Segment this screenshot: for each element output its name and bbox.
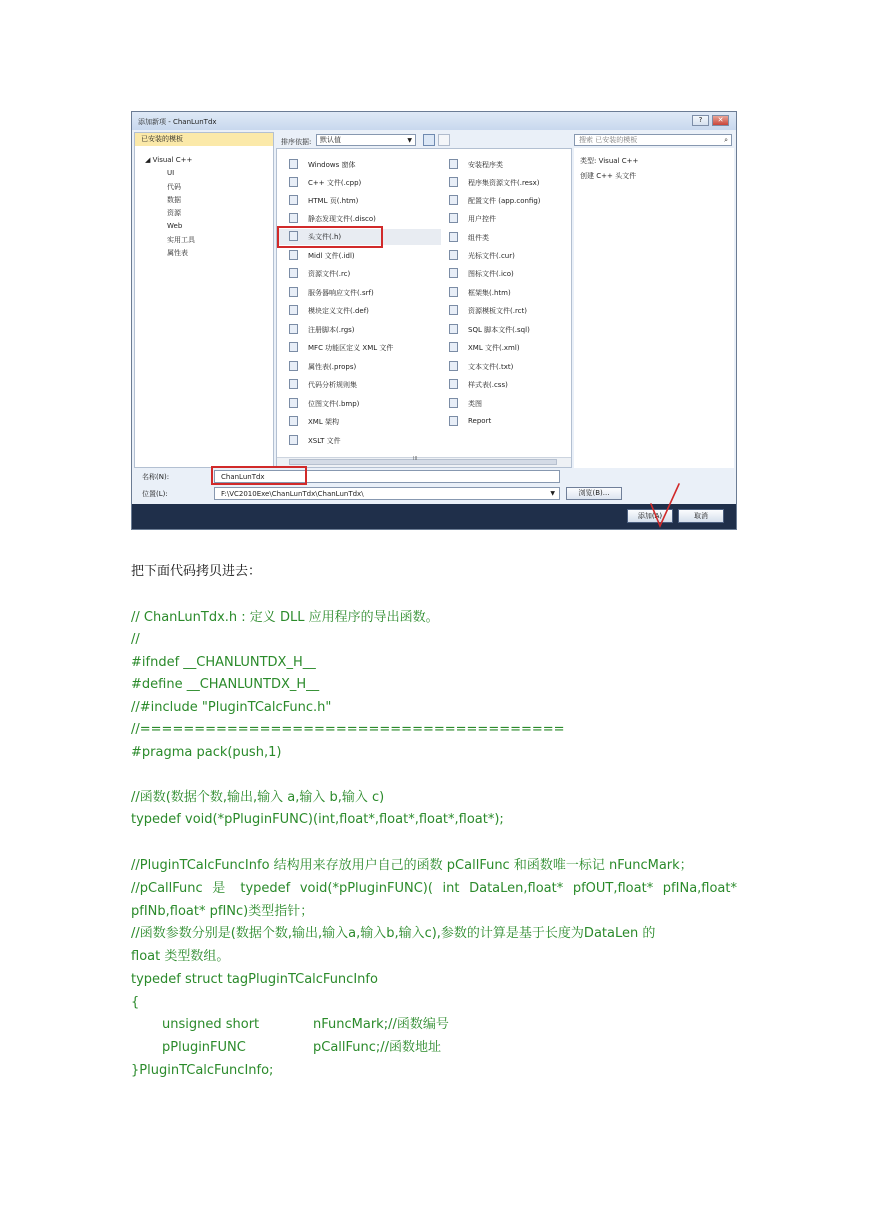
browse-button[interactable]: 浏览(B)... <box>566 487 622 500</box>
code-line: }PluginTCalcFuncInfo; <box>131 1063 274 1078</box>
installed-templates-pane <box>134 132 274 468</box>
template-icon <box>289 268 298 278</box>
template-icon <box>449 398 458 408</box>
template-icon <box>449 416 458 426</box>
template-icon <box>289 250 298 260</box>
sort-label: 排序依据: <box>281 138 312 146</box>
code-line: typedef struct tagPluginTCalcFuncInfo <box>131 972 378 987</box>
template-icon <box>449 177 458 187</box>
type-label: 类型: Visual C++ <box>580 157 639 165</box>
template-icon <box>449 324 458 334</box>
code-line: pfINb,float* pfINc)类型指针； <box>131 904 314 919</box>
template-icon <box>449 287 458 297</box>
tree-item-property-sheet[interactable]: 属性表 <box>167 249 188 257</box>
template-icon <box>449 232 458 242</box>
template-icon <box>289 177 298 187</box>
template-icon <box>289 305 298 315</box>
template-icon <box>289 342 298 352</box>
code-line: #ifndef __CHANLUNTDX_H__ <box>131 655 316 670</box>
template-icon <box>289 324 298 334</box>
template-details-pane <box>574 148 734 468</box>
template-icon <box>449 159 458 169</box>
location-select[interactable]: F:\VC2010Exe\ChanLunTdx\ChanLunTdx\ ▼ <box>214 487 560 500</box>
template-icon <box>449 195 458 205</box>
template-icon <box>289 416 298 426</box>
add-button[interactable]: 添加(A) <box>627 509 673 523</box>
template-item-selected[interactable]: 头文件(.h) <box>279 229 441 245</box>
template-icon <box>449 305 458 315</box>
code-line: #pragma pack(push,1) <box>131 745 282 760</box>
code-line: //函数(数据个数,输出,输入 a,输入 b,输入 c) <box>131 790 385 805</box>
code-line: //函数参数分别是(数据个数,输出,输入a,输入b,输入c),参数的计算是基于长度为DataLen 的 <box>131 926 656 941</box>
code-line-type: unsigned short <box>162 1017 260 1032</box>
dialog-titlebar <box>132 112 736 130</box>
scrollbar-thumb[interactable] <box>289 459 557 465</box>
template-icon <box>289 435 298 445</box>
code-line-type: pPluginFUNC <box>162 1040 246 1055</box>
code-line: //pCallFunc 是 typedef void(*pPluginFUNC)( int DataLen,float* pfOUT,float* pfINa,float* <box>131 881 737 896</box>
tree-item-resource[interactable]: 资源 <box>167 209 181 217</box>
sort-bar <box>278 134 568 148</box>
code-line: // <box>131 632 140 647</box>
checkmark-annotation-icon <box>647 482 697 530</box>
close-button[interactable]: ✕ <box>712 115 729 126</box>
template-icon <box>289 287 298 297</box>
location-label: 位置(L): <box>142 490 168 498</box>
name-label: 名称(N): <box>142 473 170 481</box>
template-icon <box>289 159 298 169</box>
code-line: //PluginTCalcFuncInfo 结构用来存放用户自己的函数 pCallFunc 和函数唯一标记 nFuncMark； <box>131 858 693 873</box>
highlight-box-header-file <box>277 226 383 248</box>
instruction-text: 把下面代码拷贝进去： <box>131 564 262 579</box>
template-icon <box>449 213 458 223</box>
code-line: //#include "PluginTCalcFunc.h" <box>131 700 332 715</box>
code-line: float 类型数组。 <box>131 949 230 964</box>
code-line: typedef void(*pPluginFUNC)(int,float*,float*,float*,float*); <box>131 812 504 827</box>
dialog-footer <box>132 504 736 530</box>
template-icon <box>289 213 298 223</box>
chevron-down-icon: ▼ <box>407 137 412 144</box>
template-icon <box>449 250 458 260</box>
help-button[interactable]: ? <box>692 115 709 126</box>
code-line: //======================================= <box>131 722 565 737</box>
grid-view-icon[interactable] <box>438 134 450 146</box>
template-icon <box>449 361 458 371</box>
chevron-down-icon: ▼ <box>550 490 555 497</box>
list-view-icon[interactable] <box>423 134 435 146</box>
name-input[interactable]: ChanLunTdx <box>214 470 560 483</box>
cancel-button[interactable]: 取消 <box>678 509 724 523</box>
installed-templates-header[interactable]: 已安装的模板 <box>135 133 273 146</box>
highlight-box-name <box>211 466 307 485</box>
sort-value: 默认值 <box>320 136 341 144</box>
code-line: // ChanLunTdx.h : 定义 DLL 应用程序的导出函数。 <box>131 610 439 625</box>
tree-item-web[interactable]: Web <box>167 222 183 230</box>
tree-item-ui[interactable]: UI <box>167 169 175 177</box>
code-line-field: pCallFunc;//函数地址 <box>313 1040 442 1055</box>
template-icon <box>449 268 458 278</box>
code-line-field: nFuncMark;//函数编号 <box>313 1017 449 1032</box>
tree-item-visual-cpp[interactable]: ◢ Visual C++ <box>145 156 193 164</box>
tree-item-utility[interactable]: 实用工具 <box>167 236 195 244</box>
code-line: #define __CHANLUNTDX_H__ <box>131 677 320 692</box>
template-icon <box>449 379 458 389</box>
search-input[interactable]: 搜索 已安装的模板 ⌕ <box>574 134 732 146</box>
template-icon <box>449 342 458 352</box>
add-new-item-dialog <box>131 111 737 530</box>
template-icon <box>289 379 298 389</box>
template-icon <box>289 361 298 371</box>
template-description: 创建 C++ 头文件 <box>580 172 637 180</box>
search-icon: ⌕ <box>724 136 728 144</box>
horizontal-scrollbar[interactable] <box>277 457 571 467</box>
tree-item-code[interactable]: 代码 <box>167 183 181 191</box>
tree-item-data[interactable]: 数据 <box>167 196 181 204</box>
code-line: { <box>131 995 140 1010</box>
dialog-title: 添加新项 - ChanLunTdx <box>138 118 217 126</box>
templates-list: Windows 窗体 C++ 文件(.cpp) HTML 页(.htm) 静态发现文件(.disco) 头文件(.h) Midl 文件(.idl) 资源文件(.rc) 服务器响应文件(.srf) 模块定义文件(.def) 注册脚本(.rgs) MFC 功能区定义 XML 文件 属性表(.props) 代码分析规则集 位图文件(.bmp) XML 架构 XSLT 文件 安装程序类 程序集资源文件(.resx) 配置文件 (app.config) 用户控件 组件类 光标文件(.cur) 图标文件(.ico) 框架集(.htm) 资源模板文件(.rct) SQL 脚本文件(.sql) XML 文件(.xml) 文本文件(.txt) 样式表(.css) 类图 Report III <box>276 148 572 468</box>
sort-select[interactable] <box>316 134 416 146</box>
scrollbar-grip: III <box>413 456 418 462</box>
template-icon <box>289 398 298 408</box>
template-icon <box>289 195 298 205</box>
